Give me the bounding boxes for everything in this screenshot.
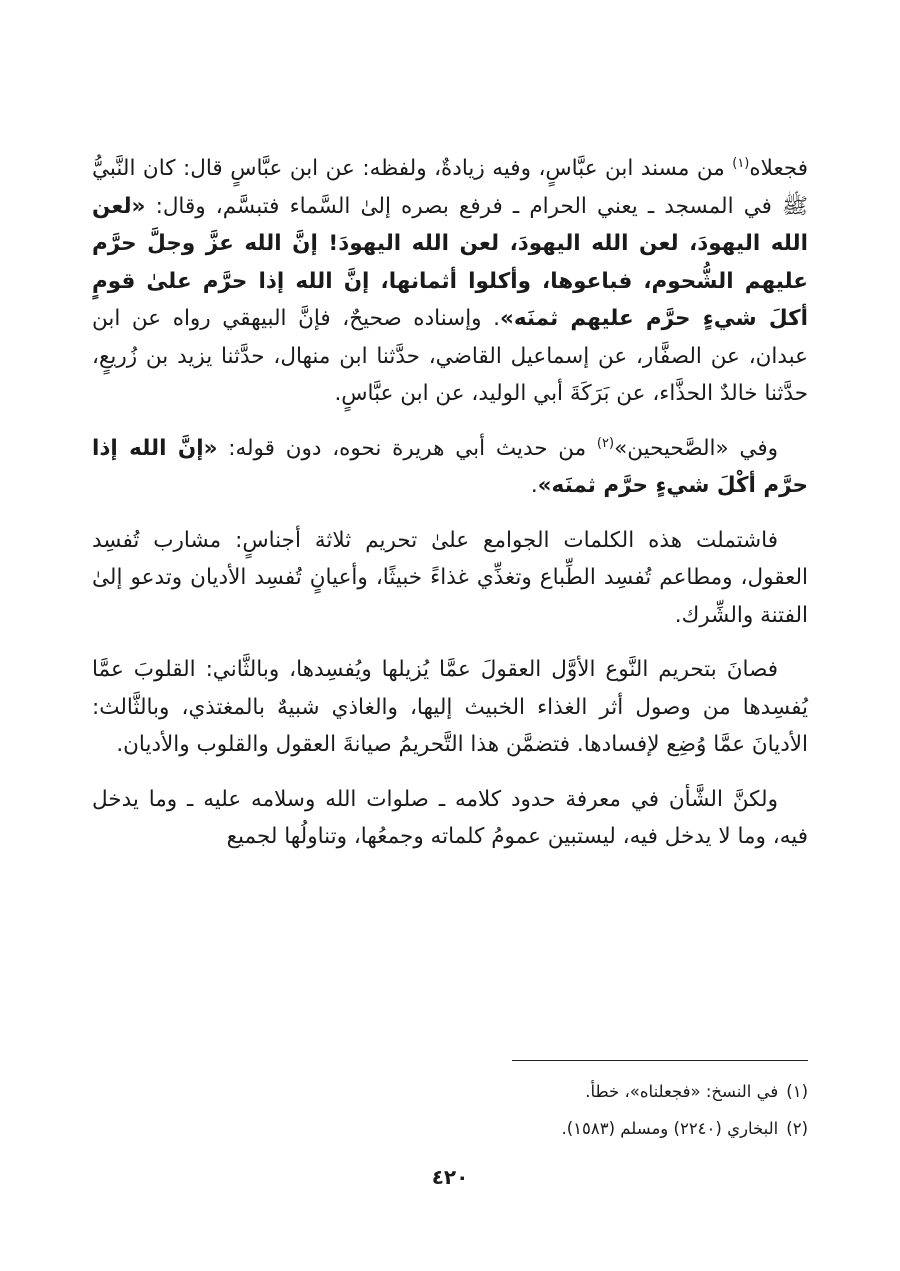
footnote-number: (١) [786, 1082, 808, 1101]
footnote-marker: (١) [732, 155, 750, 171]
footnote-number: (٢) [786, 1119, 808, 1138]
text-run: ولكنَّ الشَّأن في معرفة حدود كلامه ـ صلوات الله وسلامه عليه ـ وما يدخل فيه، وما لا يدخل فيه، ليستبين عمومُ كلماته وجمعُها، وتناولُها لجميع [92, 786, 808, 849]
footnote-text: في النسخ: «فجعلناه»، خطأ. [585, 1082, 779, 1101]
footnote [92, 1110, 808, 1147]
text-run: . [530, 473, 538, 498]
page-number: ٤٢٠ [431, 1165, 469, 1189]
text-run: من مسند ابن عبَّاسٍ، وفيه زيادةٌ، ولفظه: عن ابن عبَّاسٍ قال: كان النَّبيُّ ﷺ في المسجد ـ يعني الحرام ـ فرفع بصره إلىٰ السَّماء فتبسَّم، وقال: [92, 156, 808, 219]
paragraph [92, 651, 808, 764]
paragraph [92, 522, 808, 635]
footnotes [92, 1073, 808, 1147]
text-run: فاشتملت هذه الكلمات الجوامع علىٰ تحريم ثلاثة أجناسٍ: مشارب تُفسِد العقول، ومطاعم تُفسِد الطِّباع وتغذِّي غذاءً خبيثًا، وأعيانٍ تُفسِد الأديان وتدعو إلىٰ الفتنة والشِّرك. [92, 527, 808, 628]
paragraph [92, 781, 808, 856]
text-run: . وإسناده صحيحٌ، فإنَّ البيهقي رواه عن ابن عبدان، عن الصفَّار، عن إسماعيل القاضي، حدَّثنا ابن منهال، حدَّثنا يزيد بن زُريعٍ، حدَّثنا خالدٌ الحذَّاء، عن بَرَكَةَ أبي الوليد، عن ابن عبَّاسٍ. [92, 306, 808, 406]
footnote-marker: (٢) [596, 435, 615, 451]
text-run: فصانَ بتحريم النَّوع الأوَّل العقولَ عمَّا يُزيلها ويُفسِدها، وبالثَّاني: القلوبَ عمَّا يُفسِدها من وصول أثر الغذاء الخبيث إليها، والغاذي شبيهٌ بالمغتذي، وبالثَّالث: الأديانَ عمَّا وُضِع لإفسادها. فتضمَّن هذا التَّحريمُ صيانةَ العقول والقلوب والأديان. [92, 657, 808, 757]
footnote-text: البخاري (٢٢٤٠) ومسلم (١٥٨٣). [561, 1119, 779, 1138]
paragraph [92, 150, 808, 413]
footnote [92, 1073, 808, 1110]
page-body [92, 150, 808, 873]
paragraph [92, 430, 808, 505]
text-run: فجعلاه [749, 156, 808, 181]
hadith-quote: «لعن الله اليهودَ، لعن الله اليهودَ، لعن الله اليهودَ! إنَّ الله عزَّ وجلَّ حرَّم عليهم الشُّحوم، فباعوها، وأكلوا أثمانها، إنَّ الله إذا حرَّم علىٰ قومٍ أكلَ شيءٍ حرَّم عليهم ثمنَه» [92, 193, 808, 331]
footnote-separator [512, 1060, 808, 1061]
text-run: من حديث أبي هريرة نحوه، دون قوله: [217, 435, 597, 461]
text-run: وفي «الصَّحيحين» [614, 435, 778, 461]
hadith-quote: «إنَّ الله إذا حرَّم أكْلَ شيءٍ حرَّم ثمنَه» [92, 435, 808, 498]
